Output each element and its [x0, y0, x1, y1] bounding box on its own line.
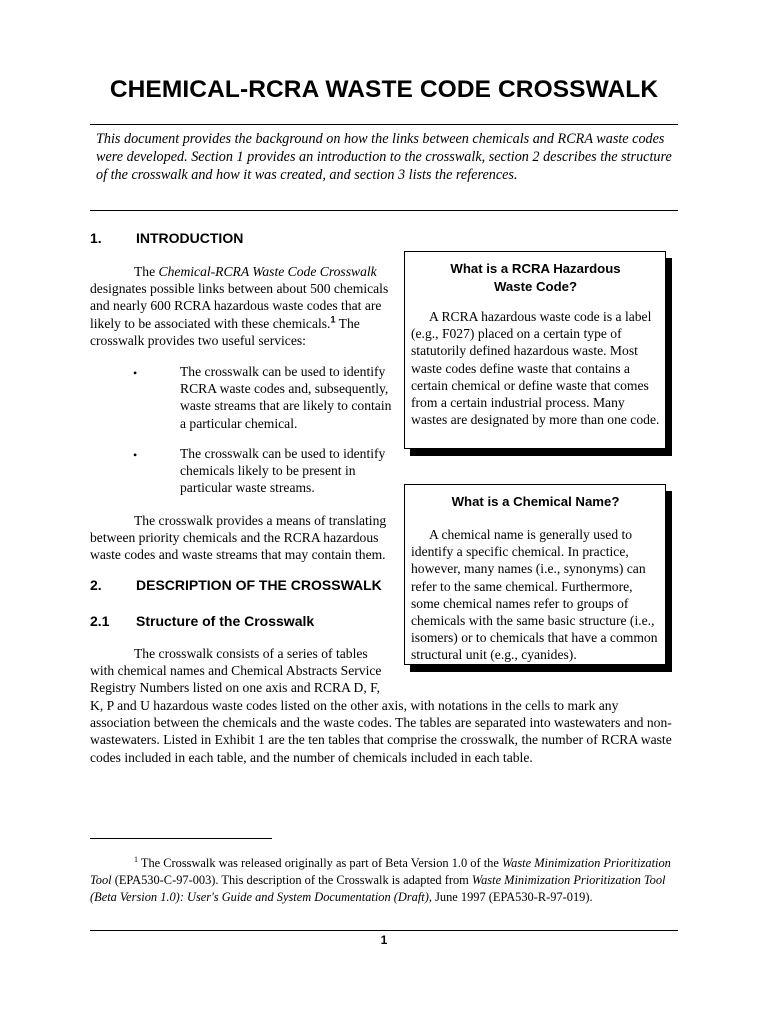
footnote-title-italic: Waste Minimization Prioritization Tool	[90, 856, 671, 887]
structure-paragraph-start: The crosswalk consists of a series of tables with chemical names and Chemical Abstracts Service Registry Numbers listed on one axis and RCRA D, F,	[90, 646, 382, 696]
footnote-text: (EPA530-C-97-003). This description of the Crosswalk is adapted from	[111, 873, 472, 887]
sidebar-box-title: What is a Chemical Name?	[451, 494, 620, 509]
abstract-bottom-rule	[90, 210, 678, 211]
intro-tail-text: The crosswalk provides two useful services:	[90, 315, 360, 348]
bullet-item-1: The crosswalk can be used to identify RCRA waste codes and, subsequently, waste streams that are likely to contain a particular chemical.	[180, 364, 392, 431]
bullet-marker: •	[133, 366, 138, 380]
section-number: 2.	[90, 577, 102, 593]
abstract: This document provides the background on how the links between chemicals and RCRA waste codes were developed. Section 1 provides an introduction to the crosswalk, section 2 describes the structure of the crosswalk and how it was created, and section 3 lists the references.	[96, 131, 672, 183]
document-title: CHEMICAL-RCRA WASTE CODE CROSSWALK	[109, 76, 659, 103]
section-number: 1.	[90, 230, 102, 246]
sidebar-box-rcra-waste-code	[404, 251, 666, 449]
sidebar-box-title-line: Waste Code?	[493, 279, 578, 294]
footnote-ref: 1	[330, 314, 336, 325]
sidebar-box-title	[411, 260, 660, 296]
footnote-marker: 1	[134, 854, 138, 864]
sidebar-box-chemical-name	[404, 484, 666, 665]
section-title: DESCRIPTION OF THE CROSSWALK	[136, 577, 382, 593]
footnote-rule	[90, 838, 272, 839]
structure-paragraph-continued: K, P and U hazardous waste codes listed on the other axis, with notations in the cells to mark any association between the chemicals and the waste codes. The tables are separated into wastewaters and non-wastewaters. Listed in Exhibit 1 are the ten tables that comprise the crosswalk, the number of RCRA waste codes included in each table, and the number of chemicals included in each table.	[90, 698, 672, 765]
top-rule	[90, 124, 678, 125]
footnote-title-italic: Waste Minimization Prioritization Tool (Beta Version 1.0): User's Guide and System Documentation (Draft)	[90, 873, 666, 904]
section-title: Structure of the Crosswalk	[136, 613, 315, 629]
crosswalk-name: Chemical-RCRA Waste Code Crosswalk	[158, 264, 377, 279]
sidebar-box-body: A RCRA hazardous waste code is a label (e.g., F027) placed on a certain type of statutorily defined hazardous waste. Most waste codes define waste that contains a certain chemical or define waste that comes from a certain industrial process. Many wastes are designated by more than one code.	[411, 309, 660, 428]
bullet-marker: •	[133, 448, 138, 462]
sidebar-box-title-line: What is a RCRA Hazardous	[450, 261, 621, 276]
bullet-item-2: The crosswalk can be used to identify chemicals likely to be present in particular waste streams.	[180, 446, 386, 496]
footnote-text: , June 1997 (EPA530-R-97-019).	[428, 890, 593, 904]
sidebar-box-body: A chemical name is generally used to identify a specific chemical. In practice, however, many names (i.e., synonyms) can refer to the same chemical. Furthermore, some chemical names refer to groups of chemicals with the same basic structure (i.e., isomers) or to chemicals that have a common structural unit (e.g., cyanides).	[411, 527, 658, 663]
section-number: 2.1	[90, 613, 110, 629]
section-1-heading	[90, 230, 390, 248]
intro-paragraph-2: The crosswalk provides a means of translating between priority chemicals and the RCRA hazardous waste codes and waste streams that may contain them.	[90, 513, 387, 563]
footnote-text: The Crosswalk was released originally as part of Beta Version 1.0 of the	[138, 856, 502, 870]
section-2-1-heading	[90, 613, 400, 631]
footnote	[90, 855, 672, 906]
footer-rule	[90, 930, 678, 931]
intro-paragraph	[90, 263, 392, 349]
section-2-heading	[90, 577, 400, 595]
section-title: INTRODUCTION	[136, 230, 244, 246]
page-number: 1	[380, 933, 388, 947]
intro-lead-text: The	[134, 264, 159, 279]
intro-body-text: designates possible links between about 500 chemicals and nearly 600 RCRA hazardous waste codes that are likely to be associated with these chemicals.	[90, 281, 389, 331]
